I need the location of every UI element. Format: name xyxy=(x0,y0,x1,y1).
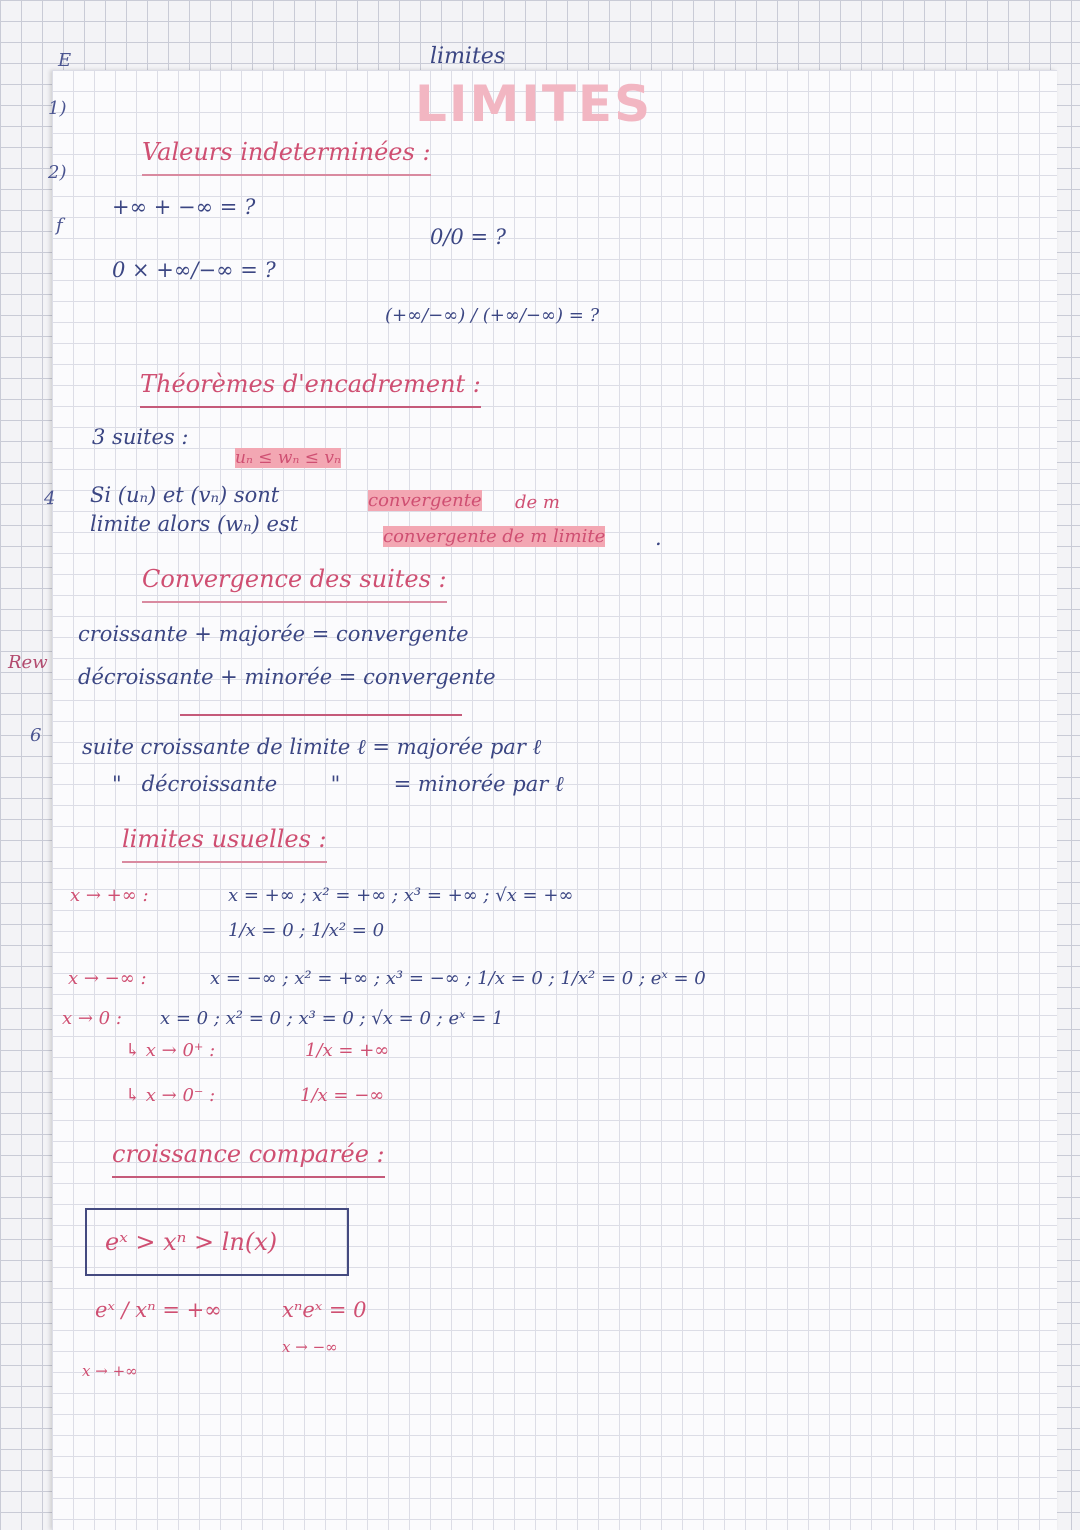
text: décroissante + minorée = convergente xyxy=(78,665,496,689)
margin-label: 2) xyxy=(48,162,67,183)
margin-label: 6 xyxy=(30,725,42,746)
text: croissante + majorée = convergente xyxy=(78,622,469,646)
limit-label: x → −∞ : xyxy=(68,968,147,989)
heading-compared-growth: croissance comparée : xyxy=(112,1140,385,1178)
formula: 0 × +∞/−∞ = ? xyxy=(112,258,276,282)
text: suite croissante de limite ℓ = majorée par ℓ xyxy=(82,735,542,759)
margin-label: f xyxy=(56,215,63,236)
limit-text: x = −∞ ; x² = +∞ ; x³ = −∞ ; 1/x = 0 ; 1/x² = 0 ; eˣ = 0 xyxy=(210,968,706,989)
margin-label: 4 xyxy=(44,488,56,509)
margin-label: Rew xyxy=(8,652,48,673)
limit-label: ↳ x → 0⁻ : xyxy=(125,1085,216,1106)
highlight: convergente de m limite xyxy=(383,526,606,547)
limit-text: 1/x = −∞ xyxy=(300,1085,385,1106)
text: . xyxy=(655,526,662,550)
formula: xⁿeˣ = 0 xyxy=(282,1298,367,1322)
divider xyxy=(180,714,462,716)
formula: eˣ > xⁿ > ln(x) xyxy=(105,1228,278,1256)
heading-indeterminate: Valeurs indeterminées : xyxy=(142,138,431,176)
formula: 0/0 = ? xyxy=(430,225,507,249)
limit-label: x → 0 : xyxy=(62,1008,122,1029)
text: limite alors (wₙ) est xyxy=(90,512,299,536)
text: de m xyxy=(515,492,560,513)
formula-condition: x → −∞ xyxy=(282,1338,338,1356)
formula-condition: x → +∞ xyxy=(82,1362,138,1380)
margin-label: E xyxy=(58,50,72,71)
formula: eˣ / xⁿ = +∞ xyxy=(95,1298,222,1322)
formula: (+∞/−∞) / (+∞/−∞) = ? xyxy=(385,305,600,326)
heading-usual-limits: limites usuelles : xyxy=(122,825,327,863)
page-title: LIMITES xyxy=(415,75,653,133)
limit-label: ↳ x → 0⁺ : xyxy=(125,1040,216,1061)
limit-text: x = 0 ; x² = 0 ; x³ = 0 ; √x = 0 ; eˣ = 1 xyxy=(160,1008,504,1029)
text: Si (uₙ) et (vₙ) sont xyxy=(90,483,280,507)
heading-convergence: Convergence des suites : xyxy=(142,565,447,603)
formula: +∞ + −∞ = ? xyxy=(112,195,256,219)
limit-text: 1/x = +∞ xyxy=(305,1040,390,1061)
heading-squeeze: Théorèmes d'encadrement : xyxy=(140,370,481,408)
text: " décroissante " = minorée par ℓ xyxy=(112,772,564,796)
margin-label: 1) xyxy=(48,98,67,119)
limit-text: 1/x = 0 ; 1/x² = 0 xyxy=(228,920,385,941)
limit-text: x = +∞ ; x² = +∞ ; x³ = +∞ ; √x = +∞ xyxy=(228,885,574,906)
highlight: convergente xyxy=(368,490,482,511)
highlight: uₙ ≤ wₙ ≤ vₙ xyxy=(235,448,341,468)
text: 3 suites : xyxy=(92,425,189,449)
title-draft: limites xyxy=(430,44,506,69)
limit-label: x → +∞ : xyxy=(70,885,149,906)
